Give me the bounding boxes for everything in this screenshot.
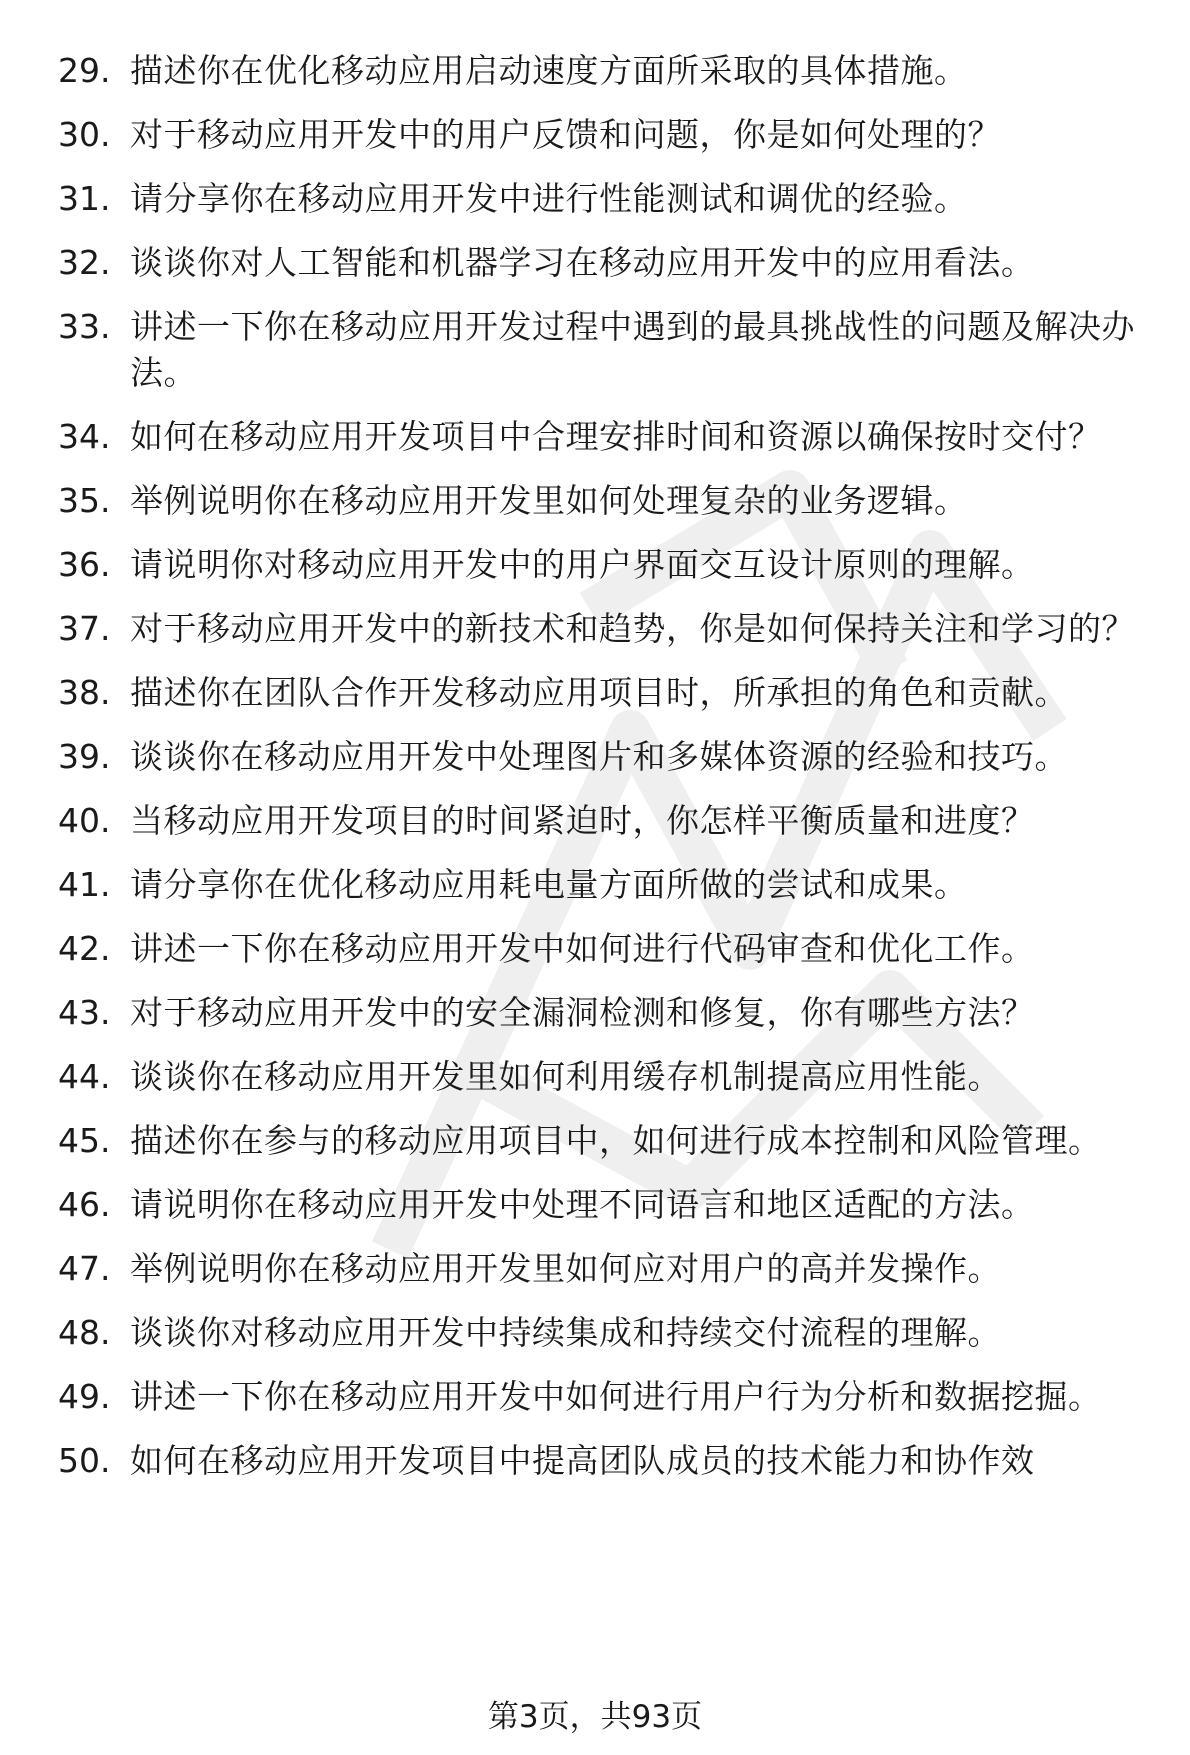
question-item xyxy=(58,304,1158,396)
question-item xyxy=(58,478,1158,524)
question-text: 描述你在团队合作开发移动应用项目时，所承担的角色和贡献。 xyxy=(130,673,1068,712)
question-text: 讲述一下你在移动应用开发中如何进行代码审查和优化工作。 xyxy=(130,929,1035,968)
question-text: 对于移动应用开发中的用户反馈和问题，你是如何处理的？ xyxy=(130,115,1001,154)
question-number: 40. xyxy=(58,801,111,840)
question-item xyxy=(58,1438,1158,1484)
question-item xyxy=(58,542,1158,588)
question-number: 29. xyxy=(58,51,111,90)
question-text: 请说明你在移动应用开发中处理不同语言和地区适配的方法。 xyxy=(130,1185,1035,1224)
question-number: 41. xyxy=(58,865,111,904)
question-item xyxy=(58,1246,1158,1292)
question-item xyxy=(58,1310,1158,1356)
question-item xyxy=(58,48,1158,94)
question-text: 如何在移动应用开发项目中提高团队成员的技术能力和协作效 xyxy=(130,1441,1035,1480)
question-text: 请说明你对移动应用开发中的用户界面交互设计原则的理解。 xyxy=(130,545,1035,584)
question-item xyxy=(58,862,1158,908)
question-text: 谈谈你对人工智能和机器学习在移动应用开发中的应用看法。 xyxy=(130,243,1035,282)
question-number: 43. xyxy=(58,993,111,1032)
question-number: 47. xyxy=(58,1249,111,1288)
question-number: 31. xyxy=(58,179,111,218)
question-item xyxy=(58,734,1158,780)
question-text: 谈谈你对移动应用开发中持续集成和持续交付流程的理解。 xyxy=(130,1313,1001,1352)
question-text: 请分享你在移动应用开发中进行性能测试和调优的经验。 xyxy=(130,179,968,218)
question-text: 如何在移动应用开发项目中合理安排时间和资源以确保按时交付？ xyxy=(130,417,1102,456)
question-number: 48. xyxy=(58,1313,111,1352)
question-item xyxy=(58,798,1158,844)
question-item xyxy=(58,112,1158,158)
question-number: 42. xyxy=(58,929,111,968)
question-number: 33. xyxy=(58,307,111,346)
question-text: 谈谈你在移动应用开发中处理图片和多媒体资源的经验和技巧。 xyxy=(130,737,1068,776)
question-item xyxy=(58,176,1158,222)
question-item xyxy=(58,1118,1158,1164)
question-number: 50. xyxy=(58,1441,111,1480)
question-number: 44. xyxy=(58,1057,111,1096)
question-number: 45. xyxy=(58,1121,111,1160)
question-item xyxy=(58,926,1158,972)
question-number: 46. xyxy=(58,1185,111,1224)
question-text: 对于移动应用开发中的安全漏洞检测和修复，你有哪些方法？ xyxy=(130,993,1035,1032)
question-text: 讲述一下你在移动应用开发过程中遇到的最具挑战性的问题及解决办法。 xyxy=(130,307,1135,392)
question-number: 38. xyxy=(58,673,111,712)
question-text: 当移动应用开发项目的时间紧迫时，你怎样平衡质量和进度？ xyxy=(130,801,1035,840)
question-number: 35. xyxy=(58,481,111,520)
question-item xyxy=(58,606,1158,652)
question-number: 39. xyxy=(58,737,111,776)
question-item xyxy=(58,240,1158,286)
question-text: 请分享你在优化移动应用耗电量方面所做的尝试和成果。 xyxy=(130,865,968,904)
question-text: 对于移动应用开发中的新技术和趋势，你是如何保持关注和学习的？ xyxy=(130,609,1135,648)
question-text: 描述你在参与的移动应用项目中，如何进行成本控制和风险管理。 xyxy=(130,1121,1102,1160)
question-item xyxy=(58,1054,1158,1100)
question-item xyxy=(58,1182,1158,1228)
question-list xyxy=(58,48,1158,1502)
page-number: 第3页，共93页 xyxy=(487,1699,703,1735)
question-text: 举例说明你在移动应用开发里如何处理复杂的业务逻辑。 xyxy=(130,481,968,520)
question-item xyxy=(58,1374,1158,1420)
question-item xyxy=(58,990,1158,1036)
question-text: 讲述一下你在移动应用开发中如何进行用户行为分析和数据挖掘。 xyxy=(130,1377,1102,1416)
question-number: 37. xyxy=(58,609,111,648)
question-item xyxy=(58,414,1158,460)
question-text: 谈谈你在移动应用开发里如何利用缓存机制提高应用性能。 xyxy=(130,1057,1001,1096)
question-text: 举例说明你在移动应用开发里如何应对用户的高并发操作。 xyxy=(130,1249,1001,1288)
question-number: 49. xyxy=(58,1377,111,1416)
question-number: 30. xyxy=(58,115,111,154)
question-number: 34. xyxy=(58,417,111,456)
question-number: 36. xyxy=(58,545,111,584)
question-item xyxy=(58,670,1158,716)
question-number: 32. xyxy=(58,243,111,282)
question-text: 描述你在优化移动应用启动速度方面所采取的具体措施。 xyxy=(130,51,968,90)
